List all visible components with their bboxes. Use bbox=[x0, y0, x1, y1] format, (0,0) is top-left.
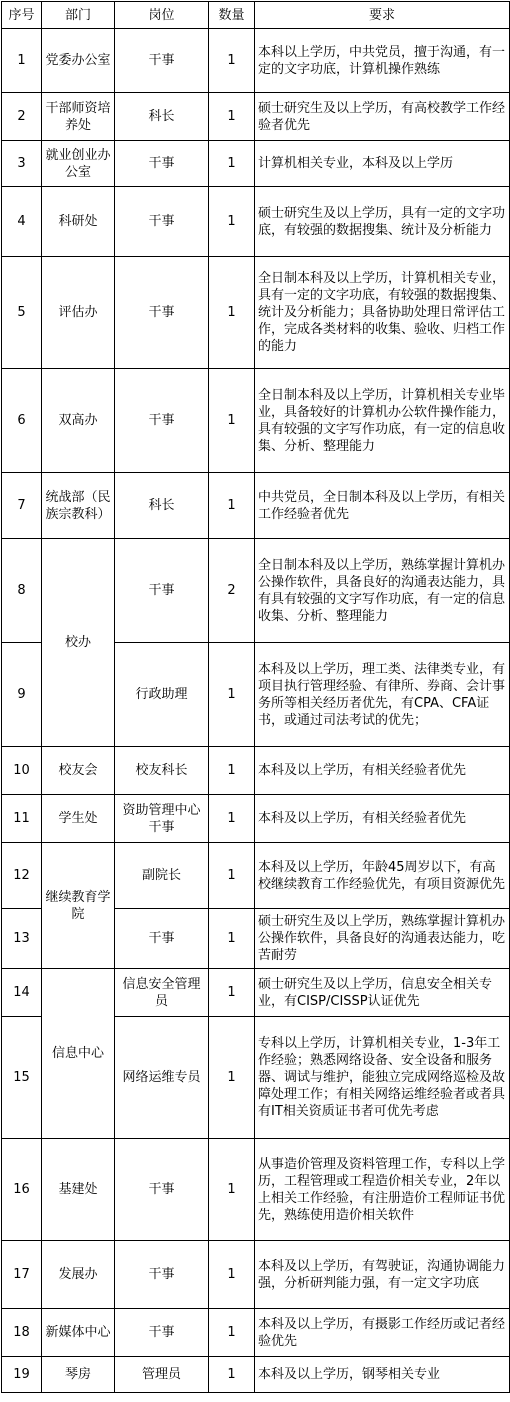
row-requirements: 本科及以上学历，有驾驶证，沟通协调能力强，分析研判能力强，有一定文字功底 bbox=[255, 1241, 510, 1309]
row-position: 管理员 bbox=[115, 1357, 209, 1393]
table-row bbox=[2, 187, 510, 257]
row-no: 14 bbox=[2, 969, 42, 1017]
row-position: 行政助理 bbox=[115, 643, 209, 747]
row-no: 16 bbox=[2, 1139, 42, 1241]
row-count: 1 bbox=[209, 1017, 255, 1139]
row-position: 干事 bbox=[115, 539, 209, 643]
row-count: 1 bbox=[209, 187, 255, 257]
row-requirements: 全日制本科及以上学历，计算机相关专业，具有一定的文字功底，有较强的数据搜集、统计及分析能力；具备协助处理日常评估工作，完成各类材料的收集、验收、归档工作的能力 bbox=[255, 257, 510, 369]
row-count: 1 bbox=[209, 843, 255, 909]
table-row bbox=[2, 1241, 510, 1309]
row-count: 1 bbox=[209, 369, 255, 473]
row-count: 1 bbox=[209, 141, 255, 187]
row-count: 1 bbox=[209, 29, 255, 93]
row-count: 1 bbox=[209, 1357, 255, 1393]
table-row bbox=[2, 795, 510, 843]
header-position: 岗位 bbox=[115, 2, 209, 29]
table-row bbox=[2, 969, 510, 1017]
row-position: 干事 bbox=[115, 141, 209, 187]
row-no: 3 bbox=[2, 141, 42, 187]
row-requirements: 硕士研究生及以上学历，有高校教学工作经验者优先 bbox=[255, 93, 510, 141]
table-row bbox=[2, 141, 510, 187]
row-dept: 新媒体中心 bbox=[42, 1309, 115, 1357]
row-no: 2 bbox=[2, 93, 42, 141]
row-position: 科长 bbox=[115, 473, 209, 539]
row-no: 15 bbox=[2, 1017, 42, 1139]
row-requirements: 本科及以上学历，理工类、法律类专业，有项目执行管理经验、有律所、券商、会计事务所等相关经历者优先，有CPA、CFA证书，或通过司法考试的优先； bbox=[255, 643, 510, 747]
row-count: 1 bbox=[209, 1309, 255, 1357]
row-no: 7 bbox=[2, 473, 42, 539]
row-no: 5 bbox=[2, 257, 42, 369]
row-count: 1 bbox=[209, 969, 255, 1017]
row-requirements: 本科及以上学历，钢琴相关专业 bbox=[255, 1357, 510, 1393]
row-dept: 信息中心 bbox=[42, 969, 115, 1139]
row-position: 干事 bbox=[115, 29, 209, 93]
table-row bbox=[2, 539, 510, 643]
table-row bbox=[2, 29, 510, 93]
row-no: 1 bbox=[2, 29, 42, 93]
row-dept: 继续教育学院 bbox=[42, 843, 115, 969]
row-count: 1 bbox=[209, 473, 255, 539]
row-no: 17 bbox=[2, 1241, 42, 1309]
header-no: 序号 bbox=[2, 2, 42, 29]
row-position: 资助管理中心干事 bbox=[115, 795, 209, 843]
row-requirements: 中共党员，全日制本科及以上学历，有相关工作经验者优先 bbox=[255, 473, 510, 539]
row-count: 1 bbox=[209, 795, 255, 843]
row-dept: 科研处 bbox=[42, 187, 115, 257]
row-count: 1 bbox=[209, 1139, 255, 1241]
row-position: 副院长 bbox=[115, 843, 209, 909]
row-position: 科长 bbox=[115, 93, 209, 141]
row-requirements: 全日制本科及以上学历，熟练掌握计算机办公操作软件，具备良好的沟通表达能力，具有具有较强的文字写作功底，有一定的信息收集、分析、整理能力 bbox=[255, 539, 510, 643]
row-dept: 评估办 bbox=[42, 257, 115, 369]
row-count: 1 bbox=[209, 93, 255, 141]
table-row bbox=[2, 1309, 510, 1357]
header-count: 数量 bbox=[209, 2, 255, 29]
row-dept: 校友会 bbox=[42, 747, 115, 795]
table-row bbox=[2, 369, 510, 473]
header-dept: 部门 bbox=[42, 2, 115, 29]
row-dept: 双高办 bbox=[42, 369, 115, 473]
row-dept: 干部师资培养处 bbox=[42, 93, 115, 141]
row-requirements: 硕士研究生及以上学历，熟练掌握计算机办公操作软件，具备良好的沟通表达能力，吃苦耐劳 bbox=[255, 909, 510, 969]
row-position: 干事 bbox=[115, 909, 209, 969]
row-position: 干事 bbox=[115, 1139, 209, 1241]
row-position: 干事 bbox=[115, 369, 209, 473]
row-position: 校友科长 bbox=[115, 747, 209, 795]
row-dept: 基建处 bbox=[42, 1139, 115, 1241]
row-dept: 琴房 bbox=[42, 1357, 115, 1393]
row-position: 网络运维专员 bbox=[115, 1017, 209, 1139]
row-no: 6 bbox=[2, 369, 42, 473]
row-count: 1 bbox=[209, 909, 255, 969]
row-position: 干事 bbox=[115, 1309, 209, 1357]
row-requirements: 本科以上学历，中共党员，擅于沟通，有一定的文字功底，计算机操作熟练 bbox=[255, 29, 510, 93]
row-position: 干事 bbox=[115, 257, 209, 369]
row-no: 10 bbox=[2, 747, 42, 795]
row-count: 1 bbox=[209, 643, 255, 747]
row-no: 19 bbox=[2, 1357, 42, 1393]
table-row bbox=[2, 93, 510, 141]
row-requirements: 本科及以上学历，年龄45周岁以下，有高校继续教育工作经验优先，有项目资源优先 bbox=[255, 843, 510, 909]
header-row bbox=[2, 2, 510, 29]
row-requirements: 全日制本科及以上学历，计算机相关专业毕业，具备较好的计算机办公软件操作能力，具有较强的文字写作功底，有一定的信息收集、分析、整理能力 bbox=[255, 369, 510, 473]
row-dept: 学生处 bbox=[42, 795, 115, 843]
row-requirements: 硕士研究生及以上学历，信息安全相关专业，有CISP/CISSP认证优先 bbox=[255, 969, 510, 1017]
row-dept: 校办 bbox=[42, 539, 115, 747]
row-no: 8 bbox=[2, 539, 42, 643]
recruitment-table bbox=[1, 1, 510, 1393]
row-no: 4 bbox=[2, 187, 42, 257]
row-position: 干事 bbox=[115, 1241, 209, 1309]
row-no: 13 bbox=[2, 909, 42, 969]
row-requirements: 硕士研究生及以上学历，具有一定的文字功底，有较强的数据搜集、统计及分析能力 bbox=[255, 187, 510, 257]
row-requirements: 本科及以上学历，有摄影工作经历或记者经验优先 bbox=[255, 1309, 510, 1357]
table-row bbox=[2, 747, 510, 795]
table-row bbox=[2, 1139, 510, 1241]
row-count: 2 bbox=[209, 539, 255, 643]
row-requirements: 专科以上学历，计算机相关专业，1-3年工作经验；熟悉网络设备、安全设备和服务器、调试与维护，能独立完成网络巡检及故障处理工作；有相关网络运维经验者或者具有IT相关资质证书者可优先考虑 bbox=[255, 1017, 510, 1139]
row-position: 信息安全管理员 bbox=[115, 969, 209, 1017]
row-count: 1 bbox=[209, 747, 255, 795]
row-no: 9 bbox=[2, 643, 42, 747]
row-requirements: 本科及以上学历，有相关经验者优先 bbox=[255, 795, 510, 843]
row-position: 干事 bbox=[115, 187, 209, 257]
row-requirements: 本科及以上学历，有相关经验者优先 bbox=[255, 747, 510, 795]
row-no: 18 bbox=[2, 1309, 42, 1357]
row-requirements: 从事造价管理及资料管理工作，专科以上学历，工程管理或工程造价相关专业，2年以上相关工作经验，有注册造价工程师证书优先，熟练使用造价相关软件 bbox=[255, 1139, 510, 1241]
header-requirements: 要求 bbox=[255, 2, 510, 29]
row-dept: 统战部（民族宗教科） bbox=[42, 473, 115, 539]
row-no: 12 bbox=[2, 843, 42, 909]
row-count: 1 bbox=[209, 257, 255, 369]
row-requirements: 计算机相关专业，本科及以上学历 bbox=[255, 141, 510, 187]
table-row bbox=[2, 473, 510, 539]
table-row bbox=[2, 1357, 510, 1393]
row-dept: 党委办公室 bbox=[42, 29, 115, 93]
row-dept: 发展办 bbox=[42, 1241, 115, 1309]
row-no: 11 bbox=[2, 795, 42, 843]
table-row bbox=[2, 843, 510, 909]
row-count: 1 bbox=[209, 1241, 255, 1309]
table-row bbox=[2, 257, 510, 369]
row-dept: 就业创业办公室 bbox=[42, 141, 115, 187]
